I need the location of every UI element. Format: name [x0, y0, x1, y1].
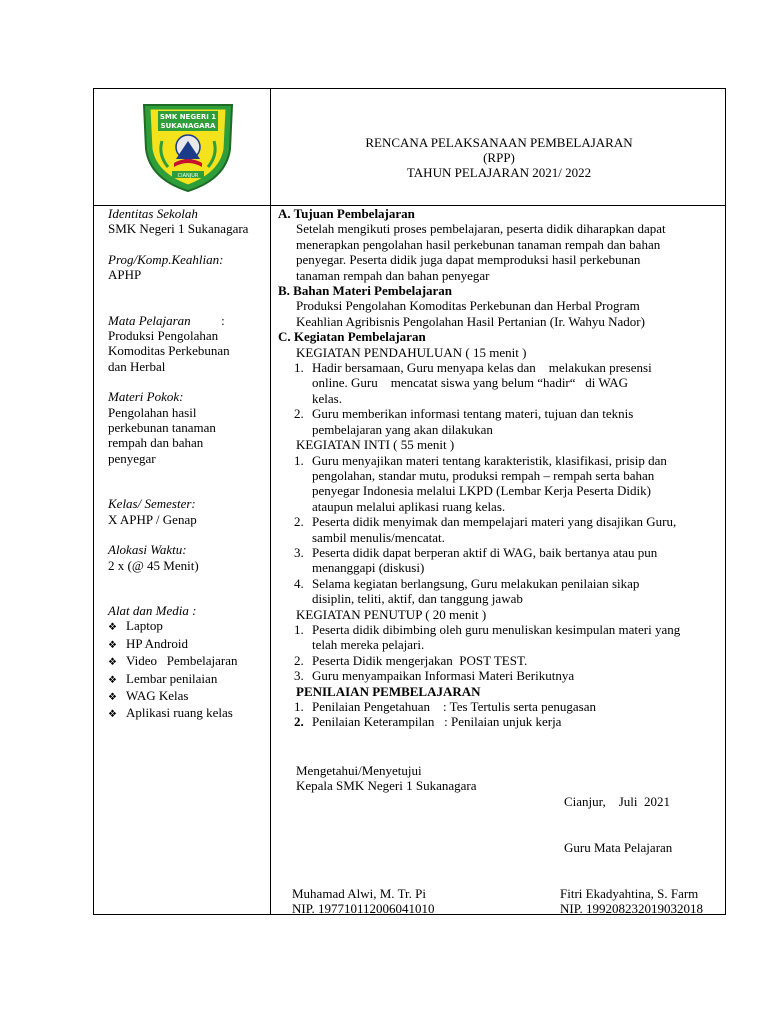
- section-a-text-3: penyegar. Peserta didik juga dapat memproduksi hasil perkebunan: [296, 252, 641, 268]
- diamond-bullet-icon: ❖: [108, 691, 117, 703]
- list-text-line: pengolahan, standar mutu, produksi rempah – rempah serta bahan: [312, 467, 655, 483]
- mapel-value-1: Produksi Pengolahan: [108, 328, 219, 344]
- list-text-line: Peserta didik dibimbing oleh guru menuliskan kesimpulan materi yang: [312, 621, 681, 637]
- teacher-nip: NIP. 199208232019032018: [560, 901, 704, 917]
- list-number: 2.: [294, 514, 304, 530]
- diamond-bullet-icon: ❖: [108, 674, 117, 686]
- list-item: ❖ Laptop: [108, 618, 268, 635]
- penutup-list: [278, 622, 722, 684]
- list-text: [312, 453, 722, 515]
- list-text-line: Guru memberikan informasi tentang materi, tujuan dan teknis: [312, 406, 634, 422]
- school-logo: [138, 97, 238, 193]
- signature-right-header: [564, 763, 672, 871]
- alat-label: Alat dan Media :: [108, 602, 197, 618]
- list-item: [278, 714, 722, 729]
- logo-text-line2: SUKANAGARA: [160, 122, 216, 130]
- penilaian-title: PENILAIAN PEMBELAJARAN: [296, 683, 481, 699]
- kelas-label: Kelas/ Semester:: [108, 496, 196, 512]
- list-text-line: Peserta didik dapat berperan aktif di WAG, baik bertanya atau pun: [312, 544, 658, 560]
- list-text-line: Penilaian Keterampilan : Penilaian unjuk kerja: [312, 714, 562, 730]
- list-item: [278, 576, 722, 607]
- list-text: [312, 622, 722, 653]
- kelas-value: X APHP / Genap: [108, 511, 197, 527]
- section-a-title: A. Tujuan Pembelajaran: [278, 206, 415, 221]
- approval-label: Mengetahui/Menyetujui: [296, 763, 422, 778]
- list-text-line: menanggapi (diskusi): [312, 560, 425, 576]
- title-line-1: RENCANA PELAKSANAAN PEMBELAJARAN: [365, 135, 633, 150]
- document-title: [272, 135, 726, 180]
- list-text: [312, 714, 722, 729]
- identitas-value: SMK Negeri 1 Sukanagara: [108, 221, 249, 237]
- alat-list: [108, 618, 268, 722]
- list-item: [278, 653, 722, 668]
- mapel-colon: :: [221, 312, 225, 328]
- penutup-title: KEGIATAN PENUTUP ( 20 menit ): [296, 606, 487, 622]
- mapel-label-row: [108, 313, 268, 328]
- list-item: [278, 360, 722, 406]
- diamond-bullet-icon: ❖: [108, 639, 117, 651]
- prog-value: APHP: [108, 267, 142, 283]
- list-number: 4.: [294, 575, 304, 591]
- teacher-name: Fitri Ekadyahtina, S. Farm: [560, 886, 699, 901]
- materi-value-3: rempah dan bahan: [108, 435, 204, 451]
- materi-value-1: Pengolahan hasil: [108, 404, 197, 420]
- diamond-bullet-icon: ❖: [108, 622, 117, 634]
- title-line-2: (RPP): [483, 150, 515, 165]
- list-item: [278, 453, 722, 515]
- logo-text-line3: CIANJUR: [177, 173, 199, 179]
- materi-value-4: penyegar: [108, 450, 156, 466]
- list-text-line: disiplin, teliti, aktif, dan tanggung jawab: [312, 591, 523, 607]
- list-text-line: Peserta didik menyimak dan mempelajari materi yang disajikan Guru,: [312, 514, 677, 530]
- list-text-line: ataupun melalui aplikasi ruang kelas.: [312, 498, 506, 514]
- list-number: 1.: [294, 360, 304, 376]
- section-c-title: C. Kegiatan Pembelajaran: [278, 329, 426, 345]
- principal-nip: NIP. 197710112006041010: [292, 901, 435, 917]
- inti-title: KEGIATAN INTI ( 55 menit ): [296, 437, 455, 453]
- diamond-bullet-icon: ❖: [108, 709, 117, 721]
- list-number: 2.: [294, 652, 304, 668]
- penilaian-list: [278, 699, 722, 730]
- list-item: ❖ Aplikasi ruang kelas: [108, 705, 268, 722]
- section-b-text-2: Keahlian Agribisnis Pengolahan Hasil Pertanian (Ir. Wahyu Nador): [296, 313, 645, 329]
- list-number: 2.: [294, 406, 304, 422]
- principal-title: Kepala SMK Negeri 1 Sukanagara: [296, 778, 477, 794]
- list-text: [312, 668, 722, 683]
- materi-label: Materi Pokok:: [108, 389, 184, 405]
- list-text: [312, 360, 722, 406]
- list-text: [312, 514, 722, 545]
- content-column: [278, 206, 722, 730]
- list-item: ❖ Video Pembelajaran: [108, 653, 268, 670]
- mapel-label: Mata Pelajaran: [108, 312, 191, 328]
- prog-label: Prog/Komp.Keahlian:: [108, 251, 224, 267]
- list-number: 1.: [294, 452, 304, 468]
- list-item: ❖ HP Android: [108, 636, 268, 653]
- list-number: 2.: [294, 714, 304, 730]
- section-a-text-2: menerapkan pengolahan hasil perkebunan tanaman rempah dan bahan: [296, 236, 661, 252]
- list-item: [278, 406, 722, 437]
- materi-value-2: perkebunan tanaman: [108, 420, 216, 436]
- signature-right-name: [560, 886, 703, 917]
- list-item: [278, 514, 722, 545]
- teacher-title: Guru Mata Pelajaran: [564, 840, 673, 856]
- list-text: [312, 545, 722, 576]
- list-item: ❖ WAG Kelas: [108, 688, 268, 705]
- signature-left-header: [296, 763, 477, 794]
- pendahuluan-list: [278, 360, 722, 437]
- list-item: [278, 699, 722, 714]
- list-text: [312, 406, 722, 437]
- list-text-line: Selama kegiatan berlangsung, Guru melakukan penilaian sikap: [312, 575, 640, 591]
- list-text: [312, 699, 722, 714]
- list-number: 3.: [294, 544, 304, 560]
- section-b-title: B. Bahan Materi Pembelajaran: [278, 283, 453, 299]
- list-text-line: kelas.: [312, 390, 342, 406]
- place-date: Cianjur, Juli 2021: [564, 793, 671, 809]
- logo-text-line1: SMK NEGERI 1: [159, 113, 217, 121]
- list-number: 3.: [294, 668, 304, 684]
- mapel-value-2: Komoditas Perkebunan: [108, 343, 230, 359]
- section-a-text-1: Setelah mengikuti proses pembelajaran, peserta didik diharapkan dapat: [296, 221, 666, 237]
- list-text-line: Peserta Didik mengerjakan POST TEST.: [312, 652, 528, 668]
- list-number: 1.: [294, 699, 304, 714]
- identitas-label: Identitas Sekolah: [108, 206, 198, 221]
- list-text-line: Guru menyajikan materi tentang karakteristik, klasifikasi, prisip dan: [312, 452, 667, 468]
- list-text-line: Guru menyampaikan Informasi Materi Berikutnya: [312, 668, 575, 684]
- list-text-line: penyegar Indonesia melalui LKPD (Lembar Kerja Peserta Didik): [312, 483, 651, 499]
- pendahuluan-title: KEGIATAN PENDAHULUAN ( 15 menit ): [296, 344, 527, 360]
- list-text-line: pembelajaran yang akan dilakukan: [312, 421, 493, 437]
- inti-list: [278, 453, 722, 607]
- title-line-3: TAHUN PELAJARAN 2021/ 2022: [406, 165, 592, 180]
- list-text: [312, 653, 722, 668]
- list-text-line: online. Guru mencatat siswa yang belum “hadir“ di WAG: [312, 375, 629, 391]
- principal-name: Muhamad Alwi, M. Tr. Pi: [292, 886, 427, 901]
- list-text: [312, 576, 722, 607]
- list-text-line: telah mereka pelajari.: [312, 637, 425, 653]
- mapel-value-3: dan Herbal: [108, 358, 166, 374]
- list-item: [278, 622, 722, 653]
- identity-column: [108, 206, 268, 723]
- list-item: ❖ Lembar penilaian: [108, 671, 268, 688]
- list-item: [278, 545, 722, 576]
- list-item: [278, 668, 722, 683]
- column-divider: [270, 88, 271, 915]
- section-a-text-4: tanaman rempah dan bahan penyegar: [296, 267, 490, 283]
- section-b-text-1: Produksi Pengolahan Komoditas Perkebunan dan Herbal Program: [296, 298, 640, 314]
- list-number: 1.: [294, 621, 304, 637]
- signature-left-name: [292, 886, 435, 917]
- alokasi-label: Alokasi Waktu:: [108, 542, 187, 558]
- list-text-line: Penilaian Pengetahuan : Tes Tertulis serta penugasan: [312, 699, 596, 714]
- list-text-line: Hadir bersamaan, Guru menyapa kelas dan melakukan presensi: [312, 360, 652, 376]
- diamond-bullet-icon: ❖: [108, 657, 117, 669]
- alokasi-value: 2 x (@ 45 Menit): [108, 557, 199, 573]
- list-text-line: sambil menulis/mencatat.: [312, 529, 445, 545]
